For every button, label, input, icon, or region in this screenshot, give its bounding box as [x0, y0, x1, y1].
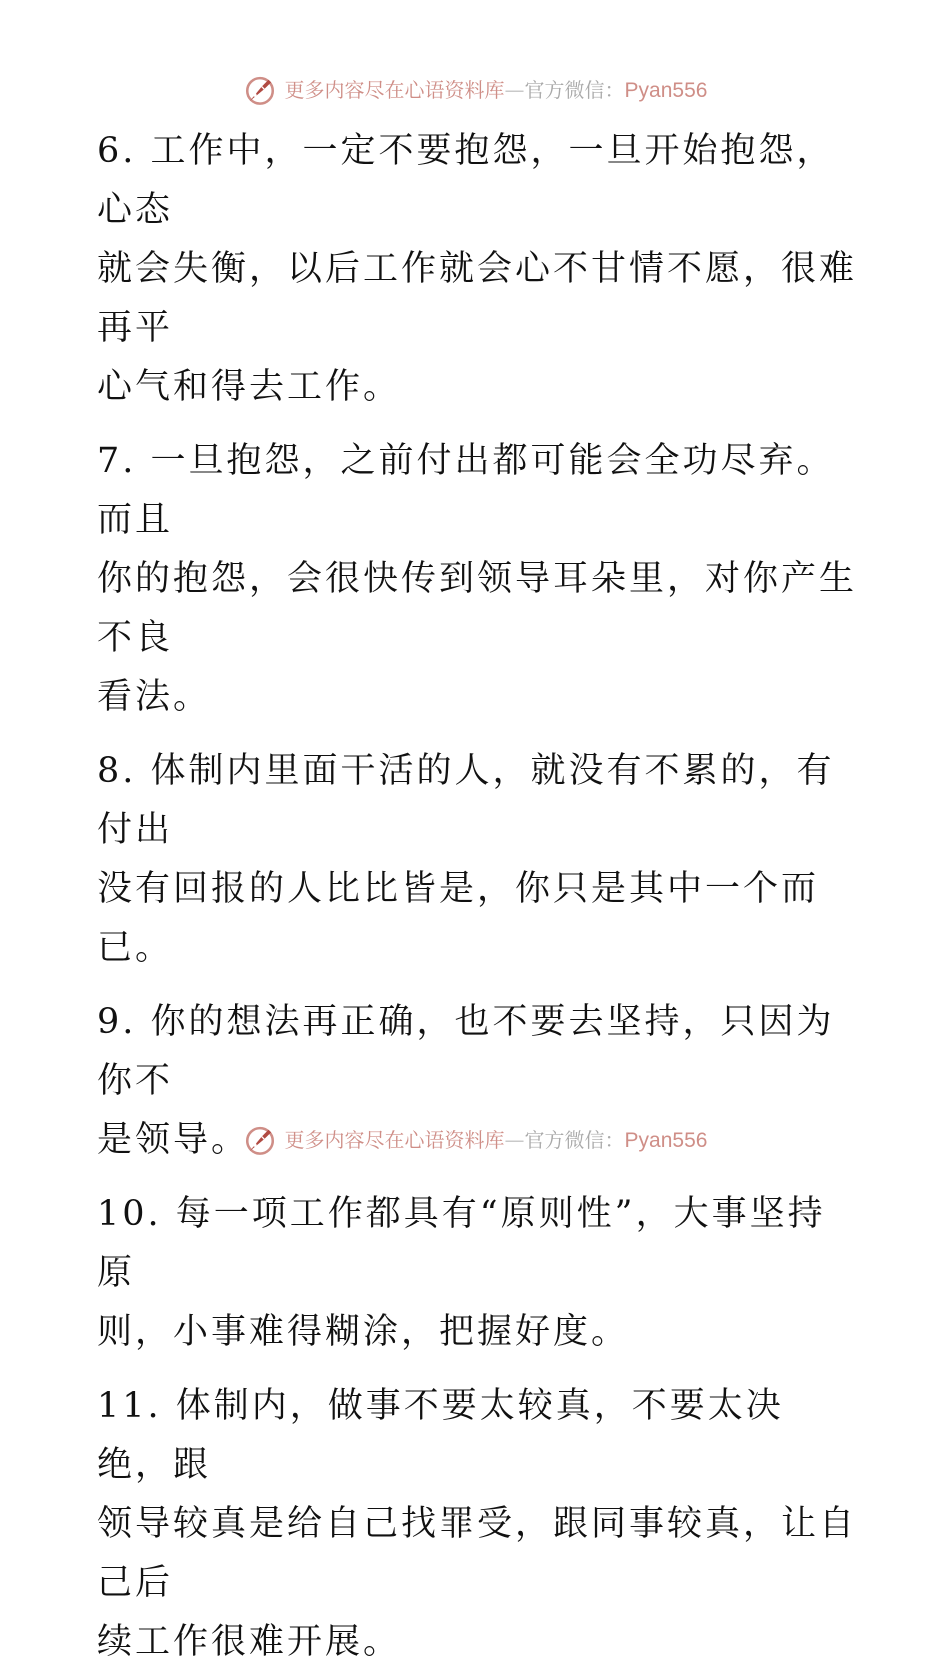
- footer-banner: [0, 1120, 950, 1160]
- list-item: 6. 工作中，一定不要抱怨，一旦开始抱怨，心态 就会失衡，以后工作就会心不甘情不愿，很难再平 心气和得去工作。: [97, 131, 858, 407]
- list-item: 9. 你的想法再正确，也不要去坚持，只因为你不 是领导。: [97, 1002, 835, 1160]
- list-item: 7. 一旦抱怨，之前付出都可能会全功尽弃。而且 你的抱怨，会很快传到领导耳朵里，对你产生不良 看法。: [97, 441, 858, 717]
- banner-prefix: 更多内容尽在心语资料库: [284, 78, 505, 102]
- list-item: 10. 每一项工作都具有“原则性”，大事坚持原 则，小事难得糊涂，把握好度。: [97, 1194, 826, 1352]
- pen-nib-logo-icon: [243, 1123, 277, 1157]
- banner-dash: —: [504, 1128, 525, 1152]
- list-item: 11. 体制内，做事不要太较真，不要太决绝，跟 领导较真是给自己找罪受，跟同事较真，让自己后 续工作很难开展。: [97, 1386, 858, 1662]
- pen-nib-logo-icon: [243, 73, 277, 107]
- document-body: [97, 122, 857, 1672]
- banner-suffix: 官方微信：: [524, 78, 625, 102]
- banner-text: [285, 1130, 708, 1151]
- banner-suffix: 官方微信：: [524, 1128, 625, 1152]
- banner-wechat-id: Pyan556: [624, 78, 708, 102]
- header-banner: [0, 70, 950, 110]
- banner-text: [285, 80, 708, 101]
- banner-dash: —: [504, 78, 525, 102]
- list-item: 8. 体制内里面干活的人，就没有不累的，有付出 没有回报的人比比皆是，你只是其中一个而已。: [97, 751, 835, 968]
- banner-wechat-id: Pyan556: [624, 1128, 708, 1152]
- banner-prefix: 更多内容尽在心语资料库: [284, 1128, 505, 1152]
